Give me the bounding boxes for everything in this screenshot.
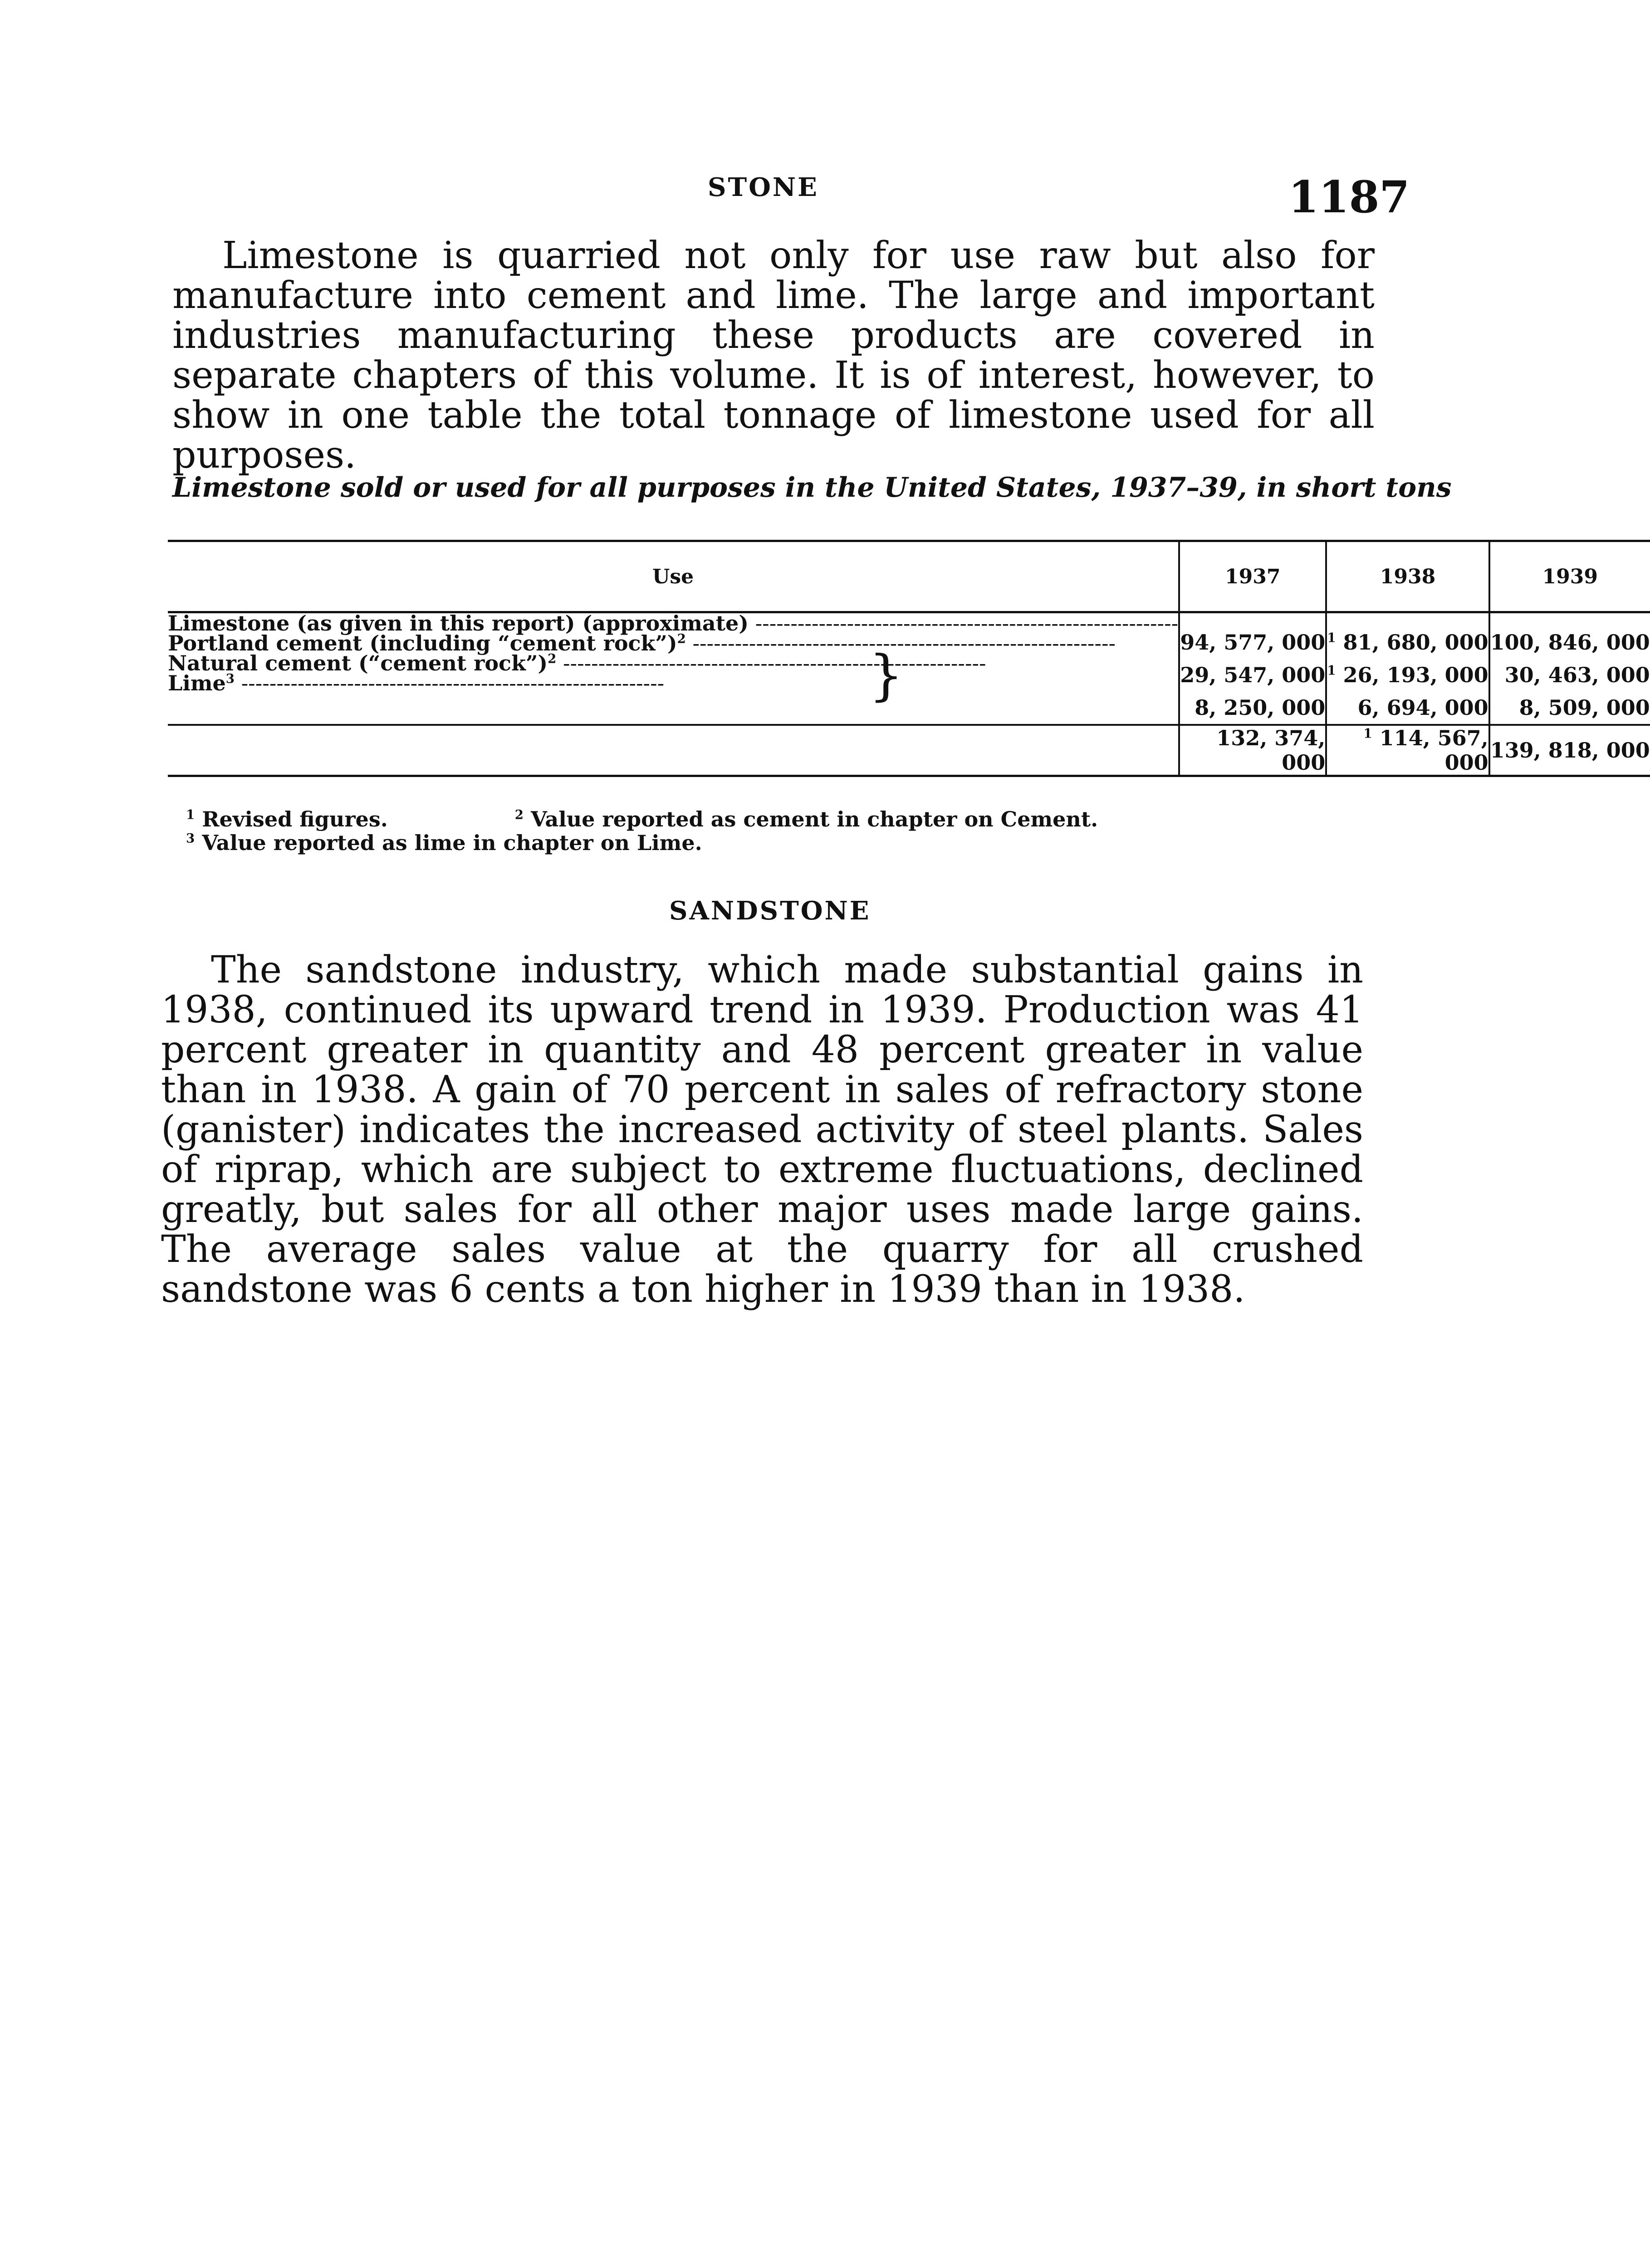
limestone-table — [168, 540, 1650, 777]
footnote-3: Value reported as lime in chapter on Lime. — [202, 831, 702, 855]
use-list — [168, 612, 1179, 725]
values-1937 — [1179, 612, 1326, 725]
section-heading: SANDSTONE — [669, 896, 871, 926]
footnote-row: $^1$ Revised figures. $^2$ Value reported as cement in chapter on Cement. — [186, 807, 1098, 831]
values-1938 — [1326, 612, 1489, 725]
page-number: 1187 — [1288, 171, 1410, 223]
table-caption: Limestone sold or used for all purposes in the United States, 1937–39, in short tons — [172, 472, 1452, 503]
column-header-1938: 1938 — [1326, 541, 1489, 612]
total-label-cell — [168, 725, 1179, 776]
use-item: Lime$^3$ ----- — [168, 673, 1178, 693]
table-body-row — [168, 612, 1650, 725]
footnote-1: Revised figures. — [202, 807, 388, 831]
table-cell: $^1$ 81, 680, 000 — [1327, 630, 1488, 655]
table-cell: 8, 250, 000 — [1195, 695, 1326, 720]
table-cell: 30, 463, 000 — [1504, 663, 1650, 687]
table-cell: $^1$ 26, 193, 000 — [1327, 663, 1488, 687]
use-item: Limestone (as given in this report) (approximate) ----- — [168, 613, 1178, 633]
total-1937: 132, 374, 000 — [1179, 725, 1326, 776]
column-header-1939: 1939 — [1489, 541, 1650, 612]
intro-paragraph: Limestone is quarried not only for use raw but also for manufacture into cement and lime. The large and important industries manufacturing these products are covered in separate chapters of this volume. It is of interest, however, to show in one table the total tonnage of limestone used for all purposes. — [172, 234, 1375, 477]
use-item: Portland cement (including “cement rock”)$^2$ ----- — [168, 633, 1178, 653]
table-header-row — [168, 541, 1650, 612]
column-header-1937: 1937 — [1179, 541, 1326, 612]
running-head: STONE — [708, 172, 819, 202]
sandstone-paragraph: The sandstone industry, which made substantial gains in 1938, continued its upward trend in 1939. Production was 41 percent greater in quantity and 48 percent greater in value than in 1938. A gain of 70 percent in sales of refractory stone (ganister) indicates the increased activity of steel plants. Sales of riprap, which are subject to extreme fluctuations, declined greatly, but sales for all other major uses made large gains. The average sales value at the quarry for all crushed sandstone was 6 cents a ton higher in 1939 than in 1938. — [161, 948, 1363, 1311]
footnote-2: Value reported as cement in chapter on Cement. — [530, 807, 1098, 831]
values-1939 — [1489, 612, 1650, 725]
total-1938: $^1$ 114, 567, 000 — [1326, 725, 1489, 776]
table-cell: 100, 846, 000 — [1490, 630, 1650, 655]
table-cell: 8, 509, 000 — [1519, 695, 1650, 720]
footnotes — [186, 807, 1275, 855]
footnote-row: $^3$ Value reported as lime in chapter on Lime. — [186, 831, 702, 855]
grouping-brace: } — [869, 644, 904, 707]
table-cell: 6, 694, 000 — [1357, 695, 1488, 720]
use-item: Natural cement (“cement rock”)$^2$ ----- — [168, 653, 1178, 673]
total-row — [168, 725, 1650, 776]
total-1939: 139, 818, 000 — [1489, 725, 1650, 776]
column-header-use: Use — [168, 541, 1179, 612]
table-cell: 29, 547, 000 — [1180, 663, 1326, 687]
table-cell: 94, 577, 000 — [1180, 630, 1326, 655]
